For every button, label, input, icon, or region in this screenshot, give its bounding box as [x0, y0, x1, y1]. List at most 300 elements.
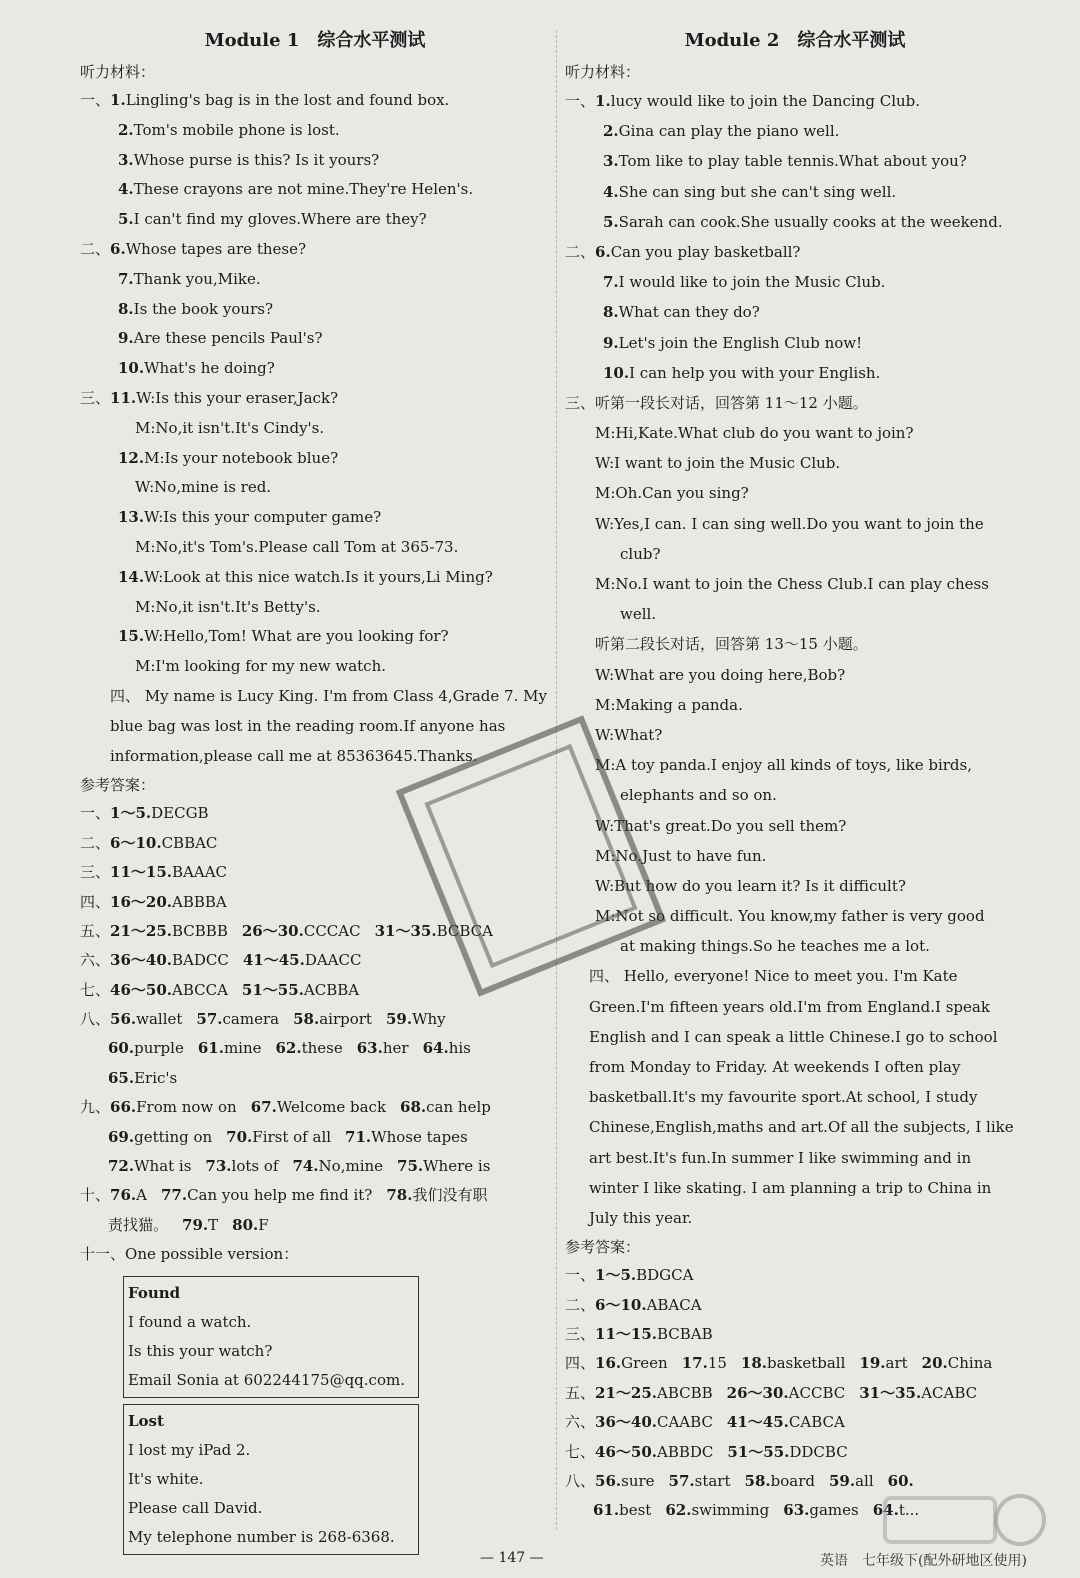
answer-number: 66. — [110, 1098, 137, 1117]
right-listening-list — [565, 86, 1025, 961]
answer-value: Welcome back — [276, 1098, 387, 1117]
answer-group — [829, 1472, 874, 1490]
item-number: 4. — [603, 182, 619, 201]
answer-prefix: 二、 — [565, 1295, 596, 1314]
text-line — [80, 563, 550, 593]
left-answers-label: 参考答案： — [80, 776, 156, 795]
answer-group — [888, 1472, 914, 1490]
answer-value: 15 — [707, 1354, 727, 1373]
answer-group — [161, 1186, 372, 1204]
section-prefix: 三、 — [565, 393, 596, 412]
answer-number: 78. — [386, 1186, 413, 1205]
answer-group — [859, 1354, 907, 1372]
line-text: What can they do? — [618, 303, 760, 322]
answer-group — [727, 1413, 845, 1431]
right-sec4-prefix: 四、 — [589, 967, 620, 986]
notice-line: Email Sonia at 602244175@qq.com. — [128, 1370, 405, 1389]
line-text: Gina can play the piano well. — [618, 122, 840, 141]
answer-number: 57. — [196, 1010, 223, 1029]
answer-group — [423, 1039, 471, 1057]
item-number: 2. — [603, 122, 619, 141]
answer-group — [232, 1216, 269, 1234]
line-text: well. — [620, 605, 657, 624]
left-sec4-prefix: 四、 — [110, 686, 141, 705]
notice-line: I lost my iPad 2. — [128, 1440, 251, 1459]
item-number: 6. — [595, 242, 611, 261]
answer-number: 41～45. — [726, 1413, 789, 1432]
answer-prefix: 三、 — [565, 1325, 596, 1344]
answer-prefix: 三、 — [80, 863, 111, 882]
answer-value: start — [694, 1472, 731, 1490]
answer-value: DECGB — [151, 804, 209, 823]
text-line — [80, 593, 550, 623]
text-line — [565, 297, 1025, 327]
text-line — [565, 388, 1025, 418]
answer-prefix: 二、 — [80, 833, 111, 852]
item-number: 5. — [603, 212, 619, 231]
answer-value: wallet — [136, 1010, 183, 1029]
answer-value: From now on — [136, 1098, 237, 1117]
text-line — [80, 414, 550, 444]
notice-line: It's white. — [128, 1469, 204, 1488]
answer-value: ABCBB — [657, 1383, 713, 1402]
line-text: W:Is this your eraser,Jack? — [136, 388, 339, 407]
answer-number: 62. — [275, 1039, 302, 1058]
answer-prefix: 四、 — [80, 892, 111, 911]
line-text: club? — [620, 544, 661, 563]
answer-value: CAABC — [657, 1413, 713, 1432]
answer-group — [397, 1157, 490, 1175]
answer-group — [182, 1216, 218, 1234]
line-text: W:But how do you learn it? Is it difficult? — [595, 876, 906, 895]
answer-group — [595, 1472, 655, 1490]
answer-group — [243, 951, 362, 969]
text-line — [565, 811, 1025, 841]
answer-number: 58. — [293, 1010, 320, 1029]
text-line — [565, 690, 1025, 720]
item-number: 11. — [110, 388, 137, 407]
answer-number: 51～55. — [727, 1442, 790, 1461]
answer-value: his — [448, 1039, 471, 1058]
answer-value: DDCBC — [789, 1442, 848, 1461]
item-number: 15. — [118, 627, 145, 646]
line-text: Lingling's bag is in the lost and found box. — [125, 91, 450, 109]
answer-number: 20. — [921, 1354, 948, 1373]
item-number: 2. — [118, 120, 134, 139]
answer-row — [80, 1211, 550, 1240]
line-text: Can you play basketball? — [610, 242, 801, 261]
line-text: She can sing but she can't sing well. — [618, 182, 897, 201]
answer-number: 60. — [887, 1472, 914, 1490]
line-text: W:That's great.Do you sell them? — [595, 816, 847, 835]
answer-number: 26～30. — [726, 1383, 789, 1402]
answer-row — [80, 1064, 550, 1093]
answer-prefix: 一、 — [80, 804, 111, 823]
answer-group — [345, 1128, 468, 1146]
answer-number: 6～10. — [110, 833, 162, 852]
answer-value: First of all — [252, 1127, 332, 1146]
answer-number: 59. — [385, 1010, 413, 1029]
line-text: W:What? — [595, 725, 663, 744]
answer-number: 21～25. — [110, 921, 172, 940]
notice-line: Is this your watch? — [128, 1341, 273, 1360]
answer-value: What is — [134, 1157, 192, 1176]
answer-group — [727, 1384, 846, 1402]
text-line — [565, 509, 1025, 539]
line-text: M:I'm looking for my new watch. — [135, 657, 387, 676]
answer-value: purple — [134, 1039, 184, 1058]
answer-value: BADCC — [172, 951, 229, 970]
answer-group — [125, 1245, 298, 1263]
right-sec4 — [565, 961, 1025, 1233]
answer-value: basketball — [767, 1354, 846, 1373]
answer-prefix: 九、 — [80, 1098, 111, 1117]
answer-number: 31～35. — [374, 921, 437, 940]
answer-number: 16. — [595, 1354, 622, 1373]
item-number: 10. — [118, 359, 145, 378]
right-title: Module 2 综合水平测试 — [684, 30, 906, 51]
answer-number: 77. — [160, 1186, 188, 1205]
answer-group — [110, 951, 229, 969]
answer-value: ABCCA — [172, 980, 228, 999]
answer-group — [198, 1039, 262, 1057]
answer-prefix: 六、 — [80, 951, 111, 970]
answer-value: her — [382, 1039, 409, 1058]
answer-number: 41～45. — [242, 951, 305, 970]
answer-value: ABBDC — [657, 1442, 714, 1461]
item-number: 8. — [603, 303, 619, 322]
answer-number: 71. — [345, 1127, 372, 1146]
answer-number: 36～40. — [110, 951, 172, 970]
answer-group — [400, 1098, 491, 1116]
line-text: Thank you,Mike. — [133, 269, 261, 288]
answer-group — [242, 922, 361, 940]
found-notice-box — [123, 1276, 419, 1398]
answer-value: T — [208, 1215, 219, 1234]
answer-value: Can you help me find it? — [187, 1186, 373, 1205]
answer-group — [859, 1384, 977, 1402]
answer-row — [80, 1240, 550, 1269]
section-prefix: 二、 — [80, 239, 111, 258]
text-line — [80, 503, 550, 533]
answer-number: 19. — [859, 1354, 886, 1373]
answer-group — [745, 1472, 815, 1490]
answer-number: 67. — [250, 1098, 277, 1117]
answer-number: 1～5. — [110, 804, 152, 823]
answer-number: 17. — [681, 1354, 708, 1373]
text-line — [565, 780, 1025, 810]
answer-number: 64. — [422, 1039, 449, 1058]
answer-group — [741, 1354, 846, 1372]
left-listening-label: 听力材料： — [80, 63, 156, 81]
text-line — [565, 177, 1025, 207]
answer-group — [595, 1325, 713, 1343]
answer-value: airport — [319, 1010, 372, 1029]
right-listening-label: 听力材料： — [565, 63, 641, 81]
answer-value: Where is — [423, 1157, 491, 1176]
answer-value: Why — [412, 1010, 446, 1029]
answer-value: F — [258, 1215, 269, 1234]
answer-value: Eric's — [134, 1068, 178, 1087]
line-text: lucy would like to join the Dancing Club. — [610, 92, 921, 110]
right-column — [565, 24, 1025, 1526]
text-line — [565, 478, 1025, 508]
item-number: 7. — [118, 269, 134, 288]
answer-number: 46～50. — [595, 1442, 657, 1461]
text-line — [80, 295, 550, 325]
text-line — [565, 207, 1025, 237]
lost-notice-box — [123, 1404, 419, 1555]
line-text: 听第二段长对话，回答第 13～15 小题。 — [595, 635, 868, 654]
text-line — [80, 473, 550, 503]
answer-number: 1～5. — [595, 1266, 637, 1285]
answer-value: ACCBC — [788, 1383, 846, 1402]
answer-group — [386, 1010, 446, 1028]
answer-group — [110, 922, 228, 940]
answer-number: 36～40. — [595, 1413, 657, 1432]
notice-line: Please call David. — [128, 1498, 263, 1517]
answer-group — [205, 1157, 278, 1175]
answer-number: 31～35. — [859, 1383, 922, 1402]
text-line — [565, 146, 1025, 176]
answer-row — [565, 1320, 1025, 1349]
right-answers-label: 参考答案： — [565, 1238, 641, 1257]
right-answers-list — [565, 1261, 1025, 1526]
answer-number: 21～25. — [595, 1383, 657, 1402]
answer-group — [922, 1354, 993, 1372]
page-number: — 147 — — [480, 1550, 544, 1566]
text-line — [80, 622, 550, 652]
answer-row — [80, 1181, 550, 1210]
answer-number: 60. — [108, 1039, 135, 1058]
line-text: M:A toy panda.I enjoy all kinds of toys, like birds, — [595, 756, 972, 775]
line-text: M:Is your notebook blue? — [144, 448, 339, 467]
answer-number: 80. — [232, 1215, 259, 1234]
answer-group — [293, 1010, 372, 1028]
text-line — [565, 86, 1025, 116]
page-footer — [0, 1550, 1080, 1574]
text-line — [80, 384, 550, 414]
item-number: 8. — [118, 299, 134, 318]
answer-row — [80, 1093, 550, 1122]
answer-number: 11～15. — [110, 863, 172, 882]
notice-line: I found a watch. — [128, 1312, 252, 1331]
item-number: 12. — [118, 448, 145, 467]
answer-number: 56. — [595, 1472, 622, 1490]
answer-group — [595, 1384, 713, 1402]
line-text: M:Not so difficult. You know,my father is very good — [595, 907, 985, 926]
answer-prefix: 十、 — [80, 1186, 111, 1205]
text-line — [565, 328, 1025, 358]
answer-value: games — [809, 1501, 859, 1520]
answer-prefix: 四、 — [565, 1354, 596, 1373]
answer-prefix: 八、 — [565, 1472, 596, 1490]
answer-row — [80, 1034, 550, 1063]
answer-value: ACABC — [921, 1383, 978, 1402]
answer-prefix: 五、 — [80, 921, 111, 940]
item-number: 9. — [118, 329, 134, 348]
text-line — [80, 354, 550, 384]
answer-group — [110, 893, 227, 911]
answer-group — [783, 1501, 858, 1519]
text-line — [80, 116, 550, 146]
answer-number: 76. — [110, 1186, 137, 1205]
text-line — [565, 599, 1025, 629]
answer-group — [593, 1501, 651, 1519]
answer-row — [80, 1152, 550, 1181]
answer-value: One possible version： — [125, 1245, 299, 1264]
text-line — [565, 720, 1025, 750]
answer-group — [665, 1501, 769, 1519]
answer-number: 16～20. — [110, 892, 172, 911]
line-text: W:Yes,I can. I can sing well.Do you want to join the — [595, 514, 984, 533]
answer-value: A — [136, 1186, 147, 1205]
answer-value: China — [947, 1354, 993, 1373]
line-text: W:What are you doing here,Bob? — [595, 665, 846, 684]
answer-value: ACBBA — [303, 980, 360, 999]
item-number: 7. — [603, 273, 619, 292]
answer-number: 56. — [110, 1010, 137, 1029]
answer-number: 70. — [226, 1127, 253, 1146]
answer-number: 6～10. — [595, 1295, 647, 1314]
section-prefix: 一、 — [80, 91, 111, 109]
item-number: 4. — [118, 180, 134, 199]
line-text: I can't find my gloves.Where are they? — [133, 210, 427, 229]
item-number: 1. — [595, 92, 611, 110]
line-text: M:Hi,Kate.What club do you want to join? — [595, 424, 914, 443]
text-line — [565, 629, 1025, 659]
answer-value: BAAAC — [172, 863, 227, 882]
answer-group — [108, 1128, 212, 1146]
line-text: M:No,it isn't.It's Cindy's. — [135, 418, 325, 437]
answer-group — [110, 863, 227, 881]
line-text: 听第一段长对话，回答第 11～12 小题。 — [595, 393, 868, 412]
answer-group — [595, 1354, 668, 1372]
left-listening-list — [80, 86, 550, 682]
line-text: M:Making a panda. — [595, 695, 743, 714]
answer-value: BDGCA — [636, 1266, 694, 1285]
line-text: at making things.So he teaches me a lot. — [620, 937, 930, 956]
answer-number: 63. — [783, 1501, 810, 1520]
text-line — [565, 539, 1025, 569]
answer-prefix: 十一、 — [80, 1245, 126, 1264]
answer-number: 68. — [400, 1098, 427, 1117]
line-text: W:No,mine is red. — [135, 478, 272, 497]
text-line — [80, 265, 550, 295]
line-text: Whose purse is this? Is it yours? — [133, 150, 380, 169]
text-line — [565, 418, 1025, 448]
answer-row — [565, 1349, 1025, 1378]
answer-prefix: 七、 — [565, 1442, 596, 1461]
answer-row — [80, 1005, 550, 1034]
answer-group — [226, 1128, 331, 1146]
answer-value: DAACC — [304, 951, 362, 970]
answer-number: 64. — [872, 1501, 899, 1520]
answer-number: 59. — [828, 1472, 856, 1490]
notice-heading: Lost — [128, 1411, 164, 1430]
line-text: Is the book yours? — [133, 299, 273, 318]
answer-number: 61. — [593, 1501, 620, 1520]
answer-prefix: 五、 — [565, 1383, 596, 1402]
text-line — [565, 448, 1025, 478]
line-text: Whose tapes are these? — [125, 239, 306, 258]
item-number: 14. — [118, 567, 145, 586]
text-line — [565, 267, 1025, 297]
line-text: M:Oh.Can you sing? — [595, 484, 749, 503]
answer-group — [108, 1216, 168, 1234]
text-line — [565, 750, 1025, 780]
answer-value: BCBBB — [172, 921, 228, 940]
answer-group — [727, 1443, 847, 1461]
answer-value: getting on — [134, 1127, 213, 1146]
answer-value: 我们没有职 — [412, 1186, 488, 1205]
item-number: 5. — [118, 210, 134, 229]
answer-group — [110, 834, 217, 852]
text-line — [80, 146, 550, 176]
text-line — [80, 324, 550, 354]
answer-row — [565, 1291, 1025, 1320]
answer-group — [595, 1413, 713, 1431]
line-text: M:No,it isn't.It's Betty's. — [135, 597, 321, 616]
answer-group — [108, 1069, 177, 1087]
answer-group — [108, 1157, 191, 1175]
text-line — [565, 931, 1025, 961]
line-text: Tom's mobile phone is lost. — [133, 120, 340, 139]
answer-group — [595, 1266, 693, 1284]
text-line — [565, 116, 1025, 146]
answer-group — [357, 1039, 409, 1057]
answer-number: 61. — [197, 1039, 224, 1058]
answer-number: 69. — [108, 1127, 135, 1146]
right-sec4-text: Hello, everyone! Nice to meet you. I'm Kate Green.I'm fifteen years old.I'm from England.I speak English and I can speak a little Chinese.I go to school from Monday to Friday. At weekends I often play basketball.It's my favourite sport.At school, I study Chinese,English,maths and art.Of all the subjects, I like art best.It's fun.In summer I like swimming and in winter I like skating. I am planning a trip to China in July this year. — [589, 967, 1014, 1228]
answer-group — [110, 1186, 147, 1204]
line-text: I would like to join the Music Club. — [618, 273, 886, 292]
text-line — [80, 205, 550, 235]
answer-group — [242, 981, 359, 999]
answer-number: 73. — [205, 1157, 232, 1176]
answer-number: 79. — [182, 1215, 209, 1234]
answer-number: 46～50. — [110, 980, 172, 999]
answer-group — [110, 804, 209, 822]
answer-row — [565, 1261, 1025, 1290]
answer-number: 11～15. — [595, 1325, 657, 1344]
answer-group — [276, 1039, 343, 1057]
line-text: M:No,it's Tom's.Please call Tom at 365-73. — [135, 537, 459, 556]
answer-value: ABBBA — [172, 892, 227, 911]
text-line — [80, 533, 550, 563]
answer-value: t... — [898, 1501, 920, 1520]
answer-value: camera — [222, 1010, 280, 1029]
answer-value: mine — [223, 1039, 262, 1058]
text-line — [80, 235, 550, 265]
left-title: Module 1 综合水平测试 — [204, 30, 426, 51]
line-text: Are these pencils Paul's? — [133, 329, 323, 348]
answer-number: 75. — [397, 1157, 424, 1176]
answer-number: 58. — [744, 1472, 771, 1490]
answer-group — [251, 1098, 386, 1116]
text-line — [80, 175, 550, 205]
answer-value: CCCAC — [303, 921, 361, 940]
line-text: What's he doing? — [144, 359, 275, 378]
answer-number: 51～55. — [241, 980, 304, 999]
text-line — [565, 660, 1025, 690]
answer-row — [565, 1408, 1025, 1437]
section-prefix: 二、 — [565, 242, 596, 261]
answer-number: 63. — [356, 1039, 383, 1058]
answer-number: 62. — [665, 1501, 692, 1520]
answer-group — [110, 1010, 182, 1028]
answer-value: these — [301, 1039, 343, 1058]
